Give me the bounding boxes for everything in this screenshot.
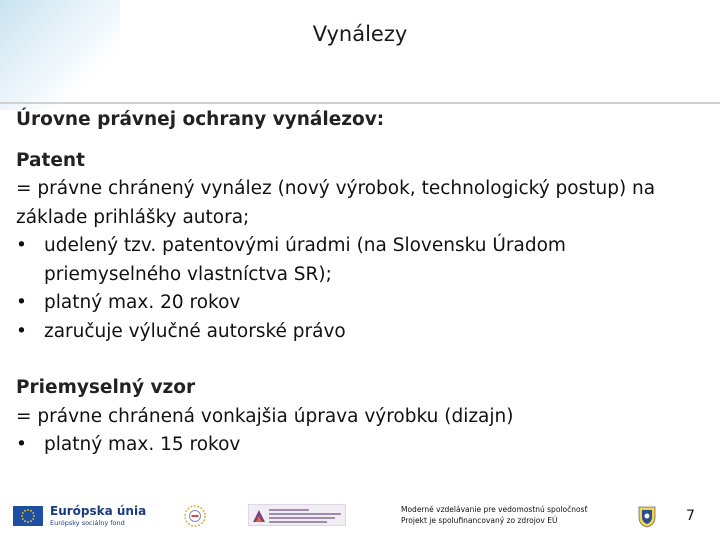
agency-logo-mark-icon: [252, 508, 266, 522]
spacer: [16, 346, 706, 374]
list-item: • zaručuje výlučné autorské právo: [16, 318, 706, 347]
eu-label: Európska únia: [50, 504, 147, 518]
agency-logo-text-lines: [269, 509, 341, 525]
coat-of-arms-icon: [637, 504, 657, 528]
page-number: 7: [686, 508, 695, 524]
section-definition-design: = právne chránená vonkajšia úprava výrobku (dizajn): [16, 405, 514, 427]
spacer: [16, 135, 706, 147]
bullet-list-design: [16, 431, 706, 460]
footer-note: [401, 504, 587, 526]
list-item: • udelený tzv. patentovými úradmi (na Slovensku Úradom priemyselného vlastníctva SR);: [16, 232, 706, 289]
slide-subtitle: Úrovne právnej ochrany vynálezov:: [16, 109, 385, 130]
section-heading-design: Priemyselný vzor: [16, 377, 196, 398]
footer-note-line2: Projekt je spolufinancovaný zo zdrojov EÚ: [401, 516, 558, 525]
title-divider: [0, 102, 720, 104]
bullet-list-patent: [16, 232, 706, 346]
footer-note-line1: Moderné vzdelávanie pre vedomostnú spoločnosť: [401, 505, 588, 514]
list-item: • platný max. 20 rokov: [16, 289, 706, 318]
decorative-corner-gradient: [0, 0, 120, 110]
section-heading-patent: Patent: [16, 149, 85, 171]
section-definition-patent: = právne chránený vynález (nový výrobok, technologický postup) na základe prihlášky autora;: [16, 178, 656, 228]
slide-title: Vynálezy: [312, 22, 408, 46]
footer: [0, 498, 720, 538]
program-emblem-icon: [183, 504, 207, 528]
eu-flag-icon: [13, 506, 43, 526]
eu-sublabel: Európsky sociálny fond: [50, 519, 125, 527]
list-item: • platný max. 15 rokov: [16, 431, 706, 460]
agency-logo: [248, 504, 346, 526]
slide-content: [16, 106, 706, 460]
